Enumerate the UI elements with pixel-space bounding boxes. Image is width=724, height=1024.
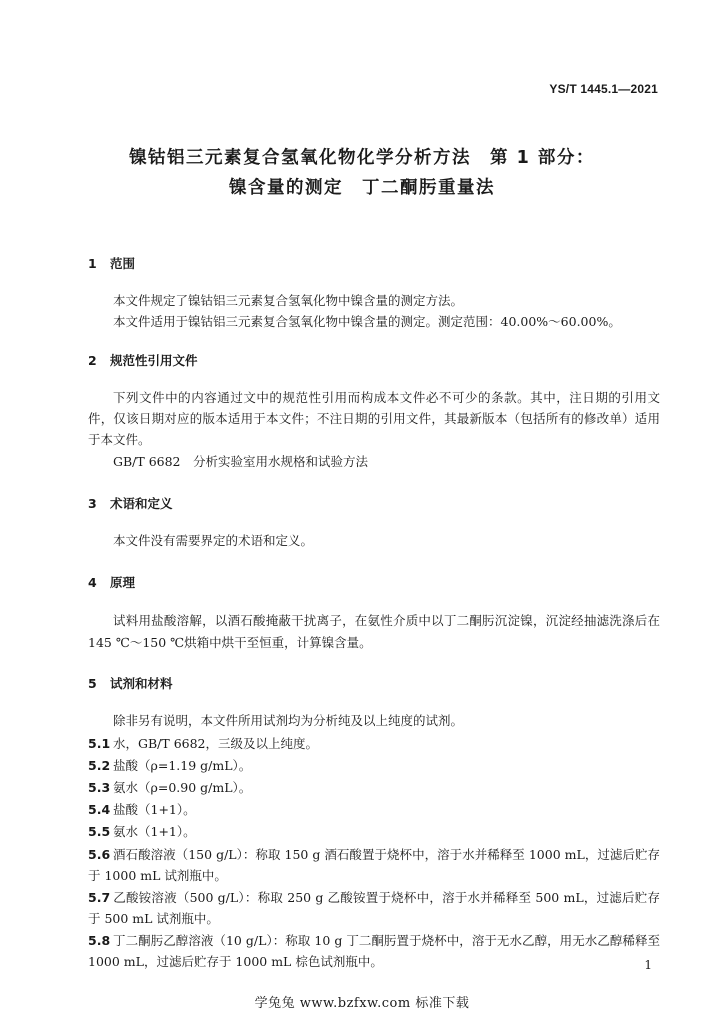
list-item	[88, 800, 660, 820]
list-item	[88, 778, 660, 798]
item-number: 5.8	[88, 933, 111, 948]
page-number: 1	[644, 958, 652, 972]
list-item	[88, 734, 660, 754]
item-text: 氨水（ρ=0.90 g/mL）。	[113, 780, 252, 795]
item-text: 丁二酮肟乙醇溶液（10 g/L）：称取 10 g 丁二酮肟置于烧杯中，溶于无水乙醇，用无水乙醇稀释至 1000 mL，过滤后贮存于 1000 mL 棕色试剂瓶中。	[88, 933, 660, 969]
paragraph: 下列文件中的内容通过文中的规范性引用而构成本文件必不可少的条款。其中，注日期的引用文件，仅该日期对应的版本适用于本文件；不注日期的引用文件，其最新版本（包括所有的修改单）适用于本文件。	[88, 390, 660, 447]
item-number: 5.6	[88, 847, 111, 862]
section-number: 1	[88, 256, 97, 271]
item-number: 5.7	[88, 890, 111, 905]
section-2-heading	[88, 351, 198, 369]
section-title: 术语和定义	[110, 496, 173, 511]
section-title: 规范性引用文件	[110, 353, 198, 368]
document-title-line-1: 镍钴铝三元素复合氢氧化物化学分析方法 第 1 部分：	[129, 148, 595, 168]
paragraph: 本文件没有需要界定的术语和定义。	[113, 533, 314, 548]
section-number: 5	[88, 676, 97, 691]
section-5-heading	[88, 674, 173, 692]
section-number: 2	[88, 353, 97, 368]
item-text: 酒石酸溶液（150 g/L）：称取 150 g 酒石酸置于烧杯中，溶于水并稀释至 1000 mL，过滤后贮存于 1000 mL 试剂瓶中。	[88, 847, 660, 883]
item-text: 氨水（1+1）。	[113, 824, 196, 839]
list-item	[88, 930, 660, 972]
list-item	[88, 822, 660, 842]
list-item	[88, 844, 660, 886]
section-1-heading	[88, 254, 135, 272]
footer-watermark: 学兔兔 www.bzfxw.com 标准下载	[254, 996, 470, 1011]
item-number: 5.2	[88, 758, 111, 773]
section-title: 范围	[110, 256, 136, 271]
list-item	[88, 887, 660, 929]
section-title: 试剂和材料	[110, 676, 173, 691]
paragraph: 本文件规定了镍钴铝三元素复合氢氧化物中镍含量的测定方法。	[113, 293, 464, 308]
paragraph: 试料用盐酸溶解，以酒石酸掩蔽干扰离子，在氨性介质中以丁二酮肟沉淀镍，沉淀经抽滤洗涤后在 145 ℃～150 ℃烘箱中烘干至恒重，计算镍含量。	[88, 613, 660, 650]
normative-reference: GB/T 6682 分析实验室用水规格和试验方法	[113, 454, 369, 469]
document-title-line-2: 镍含量的测定 丁二酮肟重量法	[229, 178, 495, 198]
item-number: 5.3	[88, 780, 111, 795]
paragraph: 本文件适用于镍钴铝三元素复合氢氧化物中镍含量的测定。测定范围：40.00%～60.00%。	[113, 314, 621, 329]
section-number: 3	[88, 496, 97, 511]
item-text: 盐酸（ρ=1.19 g/mL）。	[113, 758, 252, 773]
section-number: 4	[88, 575, 97, 590]
section-title: 原理	[110, 575, 136, 590]
list-item	[88, 756, 660, 776]
section-3-heading	[88, 494, 173, 512]
section-4-heading	[88, 573, 135, 591]
item-text: 盐酸（1+1）。	[113, 802, 196, 817]
item-number: 5.5	[88, 824, 111, 839]
standard-number: YS/T 1445.1—2021	[549, 82, 658, 96]
item-text: 水，GB/T 6682，三级及以上纯度。	[113, 736, 319, 751]
item-text: 乙酸铵溶液（500 g/L）：称取 250 g 乙酸铵置于烧杯中，溶于水并稀释至 500 mL，过滤后贮存于 500 mL 试剂瓶中。	[88, 890, 660, 926]
item-number: 5.4	[88, 802, 111, 817]
item-number: 5.1	[88, 736, 111, 751]
paragraph: 除非另有说明，本文件所用试剂均为分析纯及以上纯度的试剂。	[113, 713, 464, 728]
